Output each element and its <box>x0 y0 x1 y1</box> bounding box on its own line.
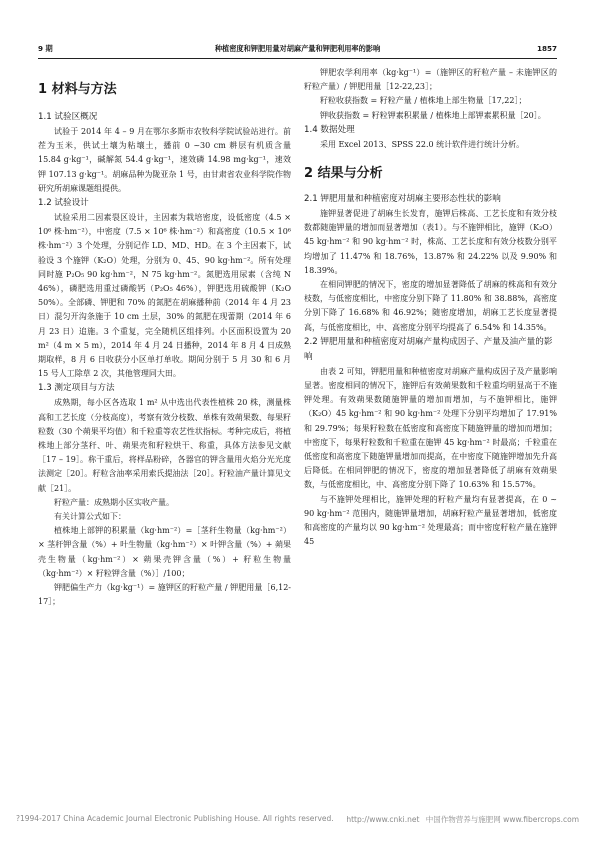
copyright-notice: ?1994-2017 China Academic Journal Electronic Publishing House. All rights reserved. <box>16 814 334 823</box>
right-column <box>304 66 560 778</box>
paragraph-morphology-1: 施钾显著促进了胡麻生长发育，施钾后株高、工艺长度和有效分枝数都随施钾量的增加而显著增加（表1）。与不施钾相比，施钾（K₂O）45 kg·hm⁻² 和 90 kg·hm⁻² 时，株高、工艺长度和有效分枝数分别平均增加了 11.47% 和 18.76%，13.87% 和 24.22% 以及 9.90% 和 18.39%。 <box>304 209 560 275</box>
paragraph-site: 试验于 2014 年 4 – 9 月在鄂尔多斯市农牧科学院试验站进行。前茬为玉米，供试土壤为粘壤土，播前 0 ~30 cm 耕层有机质含量 15.84 g·kg⁻¹，碱解氮 54.4 g·kg⁻¹，速效磷 14.98 mg·kg⁻¹，速效钾 107.13 g·kg⁻¹。胡麻品种为陇亚杂 1 号，由甘肃省农业科学院作物研究所胡麻课题组提供。 <box>38 127 294 193</box>
subsection-heading-measurement: 1.3 测定项目与方法 <box>38 383 115 394</box>
page-number: 1857 <box>536 44 557 53</box>
running-title: 种植密度和钾肥用量对胡麻产量和钾肥利用率的影响 <box>214 44 381 53</box>
footer-links <box>346 814 579 825</box>
formula-partial-productivity: 钾肥偏生产力（kg·kg⁻¹）= 施钾区的籽粒产量 / 钾肥用量［6,12-17］； <box>38 583 291 607</box>
paragraph-data-processing: 采用 Excel 2013、SPSS 22.0 统计软件进行统计分析。 <box>320 139 525 149</box>
subsection-heading-data-processing: 1.4 数据处理 <box>304 124 355 135</box>
formula-agronomic-efficiency: 钾肥农学利用率（kg·kg⁻¹）=（施钾区的籽粒产量 – 未施钾区的籽粒产量）/ 钾肥用量［12-22,23］； <box>304 68 557 92</box>
paragraph-yield-1: 由表 2 可知，钾肥用量和种植密度对胡麻产量构成因子及产量影响显著。密度相同的情况下，施钾后有效蒴果数和千粒重均明显高于不施钾处理。有效蒴果数随施钾量的增加而增加，与不施钾相比，施钾（K₂O）45 kg·hm⁻² 和 90 kg·hm⁻² 处理下分别平均增加了 17.91% 和 29.79%；每果籽粒数在低密度和高密度下随施钾量的增加而增加；中密度下，每果籽粒数和千粒重在施钾 45 kg·hm⁻² 时最高；千粒重在低密度和高密度下随施钾量增加而提高，在中密度下随施钾增加先升高后降低。在相同钾肥的情况下，密度的增加显著降低了胡麻有效蒴果数，与低密度相比，中、高密度分别下降了 10.63% 和 15.57%。 <box>304 366 560 490</box>
footer <box>16 814 579 826</box>
cnki-link[interactable]: http://www.cnki.net <box>346 815 420 824</box>
subsection-heading-site: 1.1 试验区概况 <box>38 112 98 122</box>
running-header <box>38 44 557 58</box>
formula-potassium-harvest-index: 钾收获指数 = 籽粒钾素积累量 / 植株地上部钾素累积量［20］。 <box>320 110 546 120</box>
paragraph-morphology-2: 在相同钾肥的情况下，密度的增加显著降低了胡麻的株高和有效分枝数，与低密度相比，中密度分别下降了 11.80% 和 38.88%，高密度分别下降了 16.68% 和 46.92%；随密度增加，胡麻工艺长度显著提高，与低密度相比，中、高密度分别平均提高了 6.54% 和 14.35%。 <box>304 280 557 332</box>
watermark-text: 中国作物营养与施肥网 www.fibercrops.com <box>425 815 579 824</box>
paragraph-yield-2: 与不施钾处理相比，施钾处理的籽粒产量均有显著提高，在 0 ~ 90 kg·hm⁻² 范围内，随施钾量增加，胡麻籽粒产量显著增加，低密度和高密度的产量均以 90 kg·hm⁻² 处理最高；而中密度籽粒产量在施钾 45 <box>304 494 560 547</box>
subsection-heading-yield: 2.2 钾肥用量和种植密度对胡麻产量构成因子、产量及油产量的影响 <box>304 336 553 362</box>
formula-harvest-index: 籽粒收获指数 = 籽粒产量 / 植株地上部生物量［17,22］； <box>320 96 527 106</box>
paragraph-design: 试验采用二因素裂区设计，主因素为栽培密度，设低密度（4.5 × 10⁶ 株·hm⁻²），中密度（7.5 × 10⁶ 株·hm⁻²）和高密度（10.5 × 10⁶ 株·hm⁻²）3 个处理，分别记作 LD、MD、HD。在 3 个主因素下，试验设 3 个施钾（K₂O）处理，分别为 0、45、90 kg·hm⁻²。所有处理同时施 P₂O₅ 90 kg·hm⁻²，N 75 kg·hm⁻²。氮肥选用尿素（含纯 N 46%），磷肥选用重过磷酸钙（P₂O₅ 46%），钾肥选用硫酸钾（K₂O 50%）。全部磷、钾肥和 70% 的氮肥在胡麻播种前（2014 年 4 月 23 日）混匀开沟条施于 10 cm 土层，30% 的氮肥在现蕾期（2014 年 6 月 23 日）追施。3 个重复，完全随机区组排列。小区面积设置为 20 m²（4 m × 5 m），2014 年 4 月 24 日播种，2014 年 8 月 4 日成熟期取样，8 月 6 日收获分小区单打单收。期间分别于 5 月 30 和 6 月 15 号人工除草 2 次，其他管理同大田。 <box>38 213 294 379</box>
paragraph-measurement: 成熟期，每小区各选取 1 m² 从中选出代表性植株 20 株，测量株高和工艺长度（分枝高度），考察有效分枝数、单株有效蒴果数、每果籽粒数（30 个蒴果平均值）和千粒重等农艺性状指标。考种完成后，将植株地上部分茎秆、叶、蒴果壳和籽粒烘干、称重，具体方法参见文献［17 – 19］。称干重后，将样品粉碎，各器官的钾含量用火焰分光光度法测定［20］。籽粒含油率采用索氏提油法［20］。籽粒油产量计算见文献［21］。 <box>38 398 291 493</box>
section-heading-materials-methods: 1 材料与方法 <box>38 82 117 97</box>
header-rule <box>38 58 557 59</box>
paragraph-formula-intro: 有关计算公式如下： <box>54 512 126 522</box>
left-column <box>38 66 294 778</box>
issue-number: 9 期 <box>38 44 53 53</box>
paragraph-yield-definition: 籽粒产量：成熟期小区实收产量。 <box>54 497 174 507</box>
subsection-heading-morphology: 2.1 钾肥用量和种植密度对胡麻主要形态性状的影响 <box>304 194 501 205</box>
subsection-heading-design: 1.2 试验设计 <box>38 198 89 209</box>
section-heading-results: 2 结果与分析 <box>304 166 383 182</box>
formula-potassium-accumulation: 植株地上部钾的积累量（kg·hm⁻²）=［茎秆生物量（kg·hm⁻²）× 茎秆钾含量（%）+ 叶生物量（kg·hm⁻²）× 叶钾含量（%）+ 蒴果壳生物量（kg·hm⁻²）× 蒴果壳钾含量（%）+ 籽粒生物量（kg·hm⁻²）× 籽粒钾含量（%）］/100； <box>38 526 291 578</box>
